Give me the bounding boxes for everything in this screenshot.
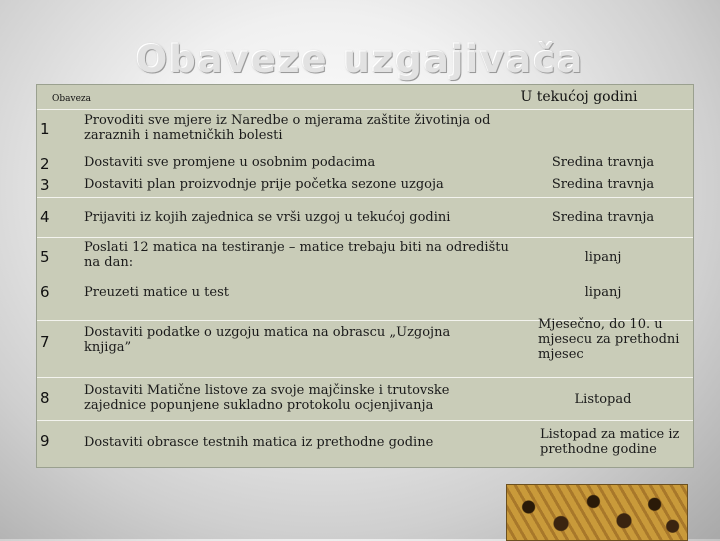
row-number: 6 xyxy=(40,283,50,301)
row-separator xyxy=(37,237,693,238)
row-number: 3 xyxy=(40,176,50,194)
row-task: Dostaviti plan proizvodnje prije početka sezone uzgoja xyxy=(84,177,444,192)
row-task: Dostaviti obrasce testnih matica iz prethodne godine xyxy=(84,435,434,450)
row-separator xyxy=(37,377,693,378)
bees-honeycomb-photo xyxy=(506,484,688,541)
row-task: Preuzeti matice u test xyxy=(84,285,229,300)
row-number: 9 xyxy=(40,432,50,450)
column-header-obaveza: Obaveza xyxy=(52,94,92,104)
row-deadline: Sredina travnja xyxy=(551,155,655,170)
row-deadline: Sredina travnja xyxy=(551,210,655,225)
row-number: 2 xyxy=(40,155,50,173)
row-deadline: Sredina travnja xyxy=(551,177,655,192)
column-header-current-year: U tekućoj godini xyxy=(520,89,638,105)
row-deadline: Mjesečno, do 10. u mjesecu za prethodni mjesec xyxy=(538,317,680,362)
row-deadline: lipanj xyxy=(584,285,622,300)
row-task: Dostaviti Matične listove za svoje majčinske i trutovske zajednice popunjene sukladno protokolu ocjenjivanja xyxy=(84,383,450,413)
row-number: 7 xyxy=(40,333,50,351)
row-task: Dostaviti sve promjene u osobnim podacima xyxy=(84,155,376,170)
row-deadline: lipanj xyxy=(584,250,622,265)
row-task: Prijaviti iz kojih zajednica se vrši uzgoj u tekućoj godini xyxy=(84,210,451,225)
slide-title: Obaveze uzgajivača xyxy=(135,38,585,81)
row-number: 1 xyxy=(40,120,50,138)
row-deadline: Listopad xyxy=(574,392,632,407)
row-task: Dostaviti podatke o uzgoju matica na obrascu „Uzgojna knjiga” xyxy=(84,325,451,355)
row-task: Poslati 12 matica na testiranje – matice trebaju biti na odredištu na dan: xyxy=(84,240,509,270)
row-number: 4 xyxy=(40,208,50,226)
row-separator xyxy=(37,109,693,110)
row-separator xyxy=(37,420,693,421)
row-separator xyxy=(37,197,693,198)
row-number: 5 xyxy=(40,248,50,266)
row-deadline: Listopad za matice iz prethodne godine xyxy=(540,427,680,457)
row-number: 8 xyxy=(40,389,50,407)
row-task: Provoditi sve mjere iz Naredbe o mjerama zaštite životinja od zaraznih i nametničkih bolesti xyxy=(84,113,491,143)
